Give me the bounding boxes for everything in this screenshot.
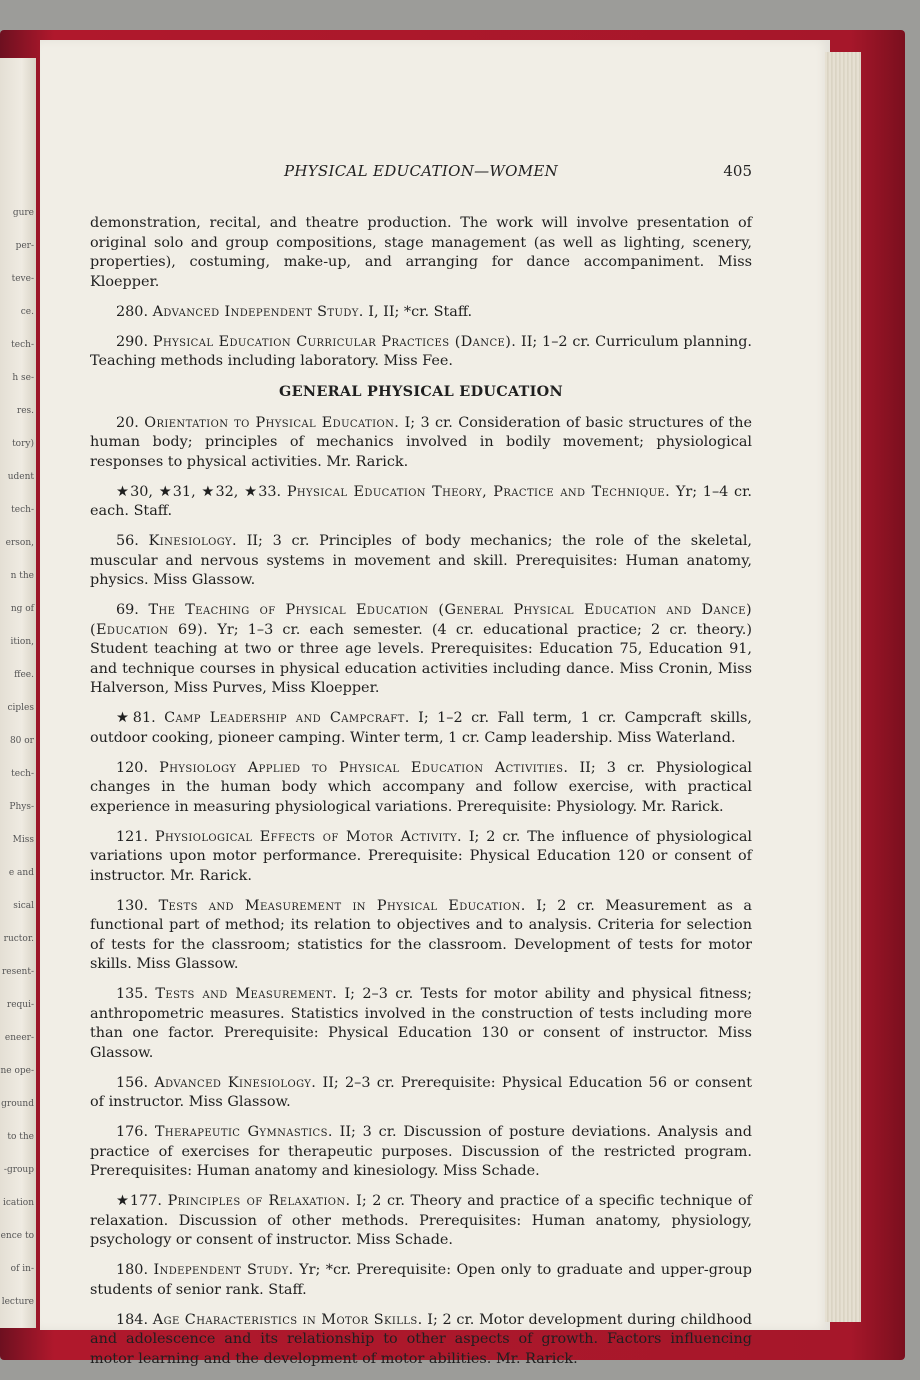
previous-page-text-fragment: erson,: [5, 538, 34, 548]
course-title: Age Characteristics in Motor Skills.: [152, 1311, 423, 1328]
course-entry: [90, 897, 752, 975]
previous-page-text-fragment: res.: [16, 406, 34, 416]
course-title: Orientation to Physical Education.: [144, 414, 400, 431]
previous-page-text-fragment: resent-: [1, 967, 34, 977]
course-title: The Teaching of Physical Education (General Physical Education and Dance) (Education 69).: [90, 602, 752, 638]
course-title: Independent Study.: [153, 1262, 294, 1278]
previous-page-text-fragment: ce.: [20, 307, 34, 317]
course-description: I; 2 cr. Motor development during childhood and adolescence and its relationship to other aspects of growth. Factors influencing motor learning and the development of motor abilities. Mr. Rarick.: [90, 1311, 753, 1367]
previous-page-edge: [0, 58, 36, 1328]
previous-page-text-fragment: ication: [3, 1198, 34, 1208]
course-title: Advanced Kinesiology.: [154, 1074, 317, 1091]
course-list: [90, 414, 752, 1370]
course-number: ★177.: [116, 1193, 162, 1209]
previous-page-text-fragment: eneer-: [4, 1033, 34, 1043]
course-number: 184.: [116, 1311, 149, 1328]
previous-page-text-fragment: tech-: [11, 340, 34, 350]
course-entry: [90, 1192, 752, 1251]
page-header: [90, 162, 752, 184]
course-number: 121.: [116, 828, 149, 845]
previous-page-text-fragment: ng of: [10, 604, 34, 614]
previous-page-text-fragment: to the: [7, 1132, 34, 1142]
course-entry: [90, 1074, 752, 1113]
running-head: PHYSICAL EDUCATION—WOMEN: [283, 162, 559, 180]
page-number: 405: [723, 162, 752, 180]
course-entry: [90, 1311, 752, 1370]
course-number: 290.: [116, 333, 149, 350]
course-number: 69.: [116, 602, 139, 618]
previous-page-text-fragment: ition,: [10, 637, 34, 647]
previous-page-text-fragment: lecture: [1, 1297, 34, 1307]
course-title: Kinesiology.: [148, 533, 237, 549]
course-description: I; 3 cr. Consideration of basic structures of the human body; principles of mechanics involved in bodily movement; physiological responses to physical activities. Mr. Rarick.: [90, 414, 753, 470]
course-number: 156.: [116, 1074, 149, 1091]
course-entry: [90, 303, 752, 323]
previous-page-text-fragment: Phys-: [9, 802, 34, 812]
course-entry: [90, 759, 752, 818]
previous-page-text-fragment: teve-: [11, 274, 34, 284]
previous-page-text-fragment: ffee.: [14, 670, 34, 680]
previous-page-text-fragment: udent: [7, 472, 34, 482]
course-description: II; 3 cr. Discussion of posture deviations. Analysis and practice of exercises for therapeutic purposes. Discussion of the restricted program. Prerequisites: Human anatomy and kinesiology. Miss Schade.: [90, 1124, 752, 1179]
previous-page-text-fragment: requi-: [6, 1000, 34, 1010]
course-description: I, II; *cr. Staff.: [368, 303, 473, 320]
course-title: Physical Education Curricular Practices (Dance).: [152, 333, 517, 350]
course-entry: [90, 532, 752, 591]
course-description: II; 2–3 cr. Prerequisite: Physical Education 56 or consent of instructor. Miss Glassow.: [90, 1074, 752, 1110]
course-title: Physical Education Theory, Practice and Technique.: [286, 483, 671, 500]
course-number: 20.: [116, 414, 139, 431]
course-description: I; 2–3 cr. Tests for motor ability and physical fitness; anthropometric measures. Statistics involved in the construction of tests including more than one factor. Prerequisite: Physical Education 130 or consent of instructor. Miss Glassow.: [90, 986, 753, 1061]
course-entry: [90, 601, 752, 699]
course-title: Advanced Independent Study.: [152, 303, 364, 320]
previous-page-text-fragment: Miss: [12, 835, 34, 845]
course-entry: [90, 1123, 752, 1182]
previous-page-text-fragment: ence to: [0, 1231, 34, 1241]
previous-page-text-fragment: ground: [1, 1099, 34, 1109]
course-description: Yr; 1–3 cr. each semester. (4 cr. educational practice; 2 cr. theory.) Student teaching at two or three age levels. Prerequisites: Education 75, Education 91, and technique courses in physical education activities including dance. Miss Cronin, Miss Halverson, Miss Purves, Miss Kloepper.: [90, 621, 752, 696]
course-title: Principles of Relaxation.: [167, 1193, 351, 1209]
course-number: 135.: [116, 986, 149, 1002]
course-entry: [90, 828, 752, 887]
previous-page-text-fragment: ructor.: [3, 934, 34, 944]
course-title: Therapeutic Gymnastics.: [154, 1124, 333, 1140]
course-description: Yr; 1–4 cr. each. Staff.: [90, 483, 752, 519]
previous-page-text-fragment: 80 or: [9, 736, 34, 746]
course-title: Physiological Effects of Motor Activity.: [154, 828, 462, 845]
page-content: [90, 214, 752, 1380]
course-title: Physiology Applied to Physical Education Activities.: [159, 759, 569, 776]
course-description: I; 2 cr. Measurement as a functional part of method; its relation to objectives and to analysis. Criteria for selection of tests for the classroom; statistics for the classroom. Development of tests for motor skills. Miss Glassow.: [90, 897, 752, 972]
course-number: ★30, ★31, ★32, ★33.: [116, 483, 282, 500]
course-entry: [90, 333, 752, 372]
course-entry: [90, 414, 752, 473]
previous-page-text-fragment: ciples: [7, 703, 34, 713]
course-description: I; 1–2 cr. Fall term, 1 cr. Campcraft skills, outdoor cooking, pioneer camping. Winter term, 1 cr. Camp leadership. Miss Waterland.: [90, 710, 753, 746]
previous-page-text-fragment: n the: [10, 571, 34, 581]
course-description: I; 2 cr. Theory and practice of a specific technique of relaxation. Discussion of other methods. Prerequisites: Human anatomy, physiology, psychology or consent of instructor. Miss Schade.: [90, 1193, 753, 1248]
previous-page-text-fragment: e and: [8, 868, 34, 878]
course-description: II; 3 cr. Physiological changes in the human body which accompany and follow exercise, with practical experience in measuring physiological variations. Prerequisite: Physiology. Mr. Rarick.: [90, 759, 753, 815]
previous-page-text-fragment: tech-: [11, 769, 34, 779]
previous-page-text-fragment: tech-: [11, 505, 34, 515]
course-title: Camp Leadership and Campcraft.: [164, 710, 410, 726]
previous-page-text-fragment: of in-: [10, 1264, 34, 1274]
course-number: 180.: [116, 1262, 149, 1278]
previous-page-text-fragment: sical: [13, 901, 34, 911]
course-entry: [90, 483, 752, 522]
course-entry: [90, 1261, 752, 1300]
previous-page-text-fragment: gure: [12, 208, 34, 218]
course-title: Tests and Measurement.: [155, 986, 338, 1002]
course-number: 176.: [116, 1124, 149, 1140]
page-stack-edge: [825, 52, 861, 1322]
previous-page-text-fragment: ne ope-: [0, 1066, 34, 1076]
course-number: 120.: [116, 759, 149, 776]
course-title: Tests and Measurement in Physical Education.: [158, 897, 526, 914]
previous-page-text-fragment: -group: [3, 1165, 34, 1175]
course-entry: [90, 709, 752, 748]
course-description: Yr; *cr. Prerequisite: Open only to graduate and upper-group students of senior rank. Staff.: [90, 1262, 753, 1298]
intro-paragraph: demonstration, recital, and theatre production. The work will involve presentation of original solo and group compositions, stage management (as well as lighting, scenery, properties), costuming, make-up, and arranging for dance accompaniment. Miss Kloepper.: [90, 215, 752, 290]
previous-page-text-fragment: per-: [15, 241, 34, 251]
course-number: 280.: [116, 303, 149, 320]
course-description: I; 2 cr. The influence of physiological variations upon motor performance. Prerequisite: Physical Education 120 or consent of instructor. Mr. Rarick.: [90, 828, 752, 884]
course-number: ★81.: [116, 710, 156, 726]
course-description: II; 1–2 cr. Curriculum planning. Teaching methods including laboratory. Miss Fee.: [90, 333, 753, 369]
previous-page-text-fragment: tory): [12, 439, 34, 449]
course-number: 130.: [116, 897, 149, 914]
previous-page-text-fragment: h se-: [12, 373, 34, 383]
course-number: 56.: [116, 533, 139, 549]
section-heading: GENERAL PHYSICAL EDUCATION: [279, 383, 563, 400]
course-description: II; 3 cr. Principles of body mechanics; the role of the skeletal, muscular and nervous systems in movement and skill. Prerequisites: Human anatomy, physics. Miss Glassow.: [90, 533, 752, 588]
course-entry: [90, 985, 752, 1063]
